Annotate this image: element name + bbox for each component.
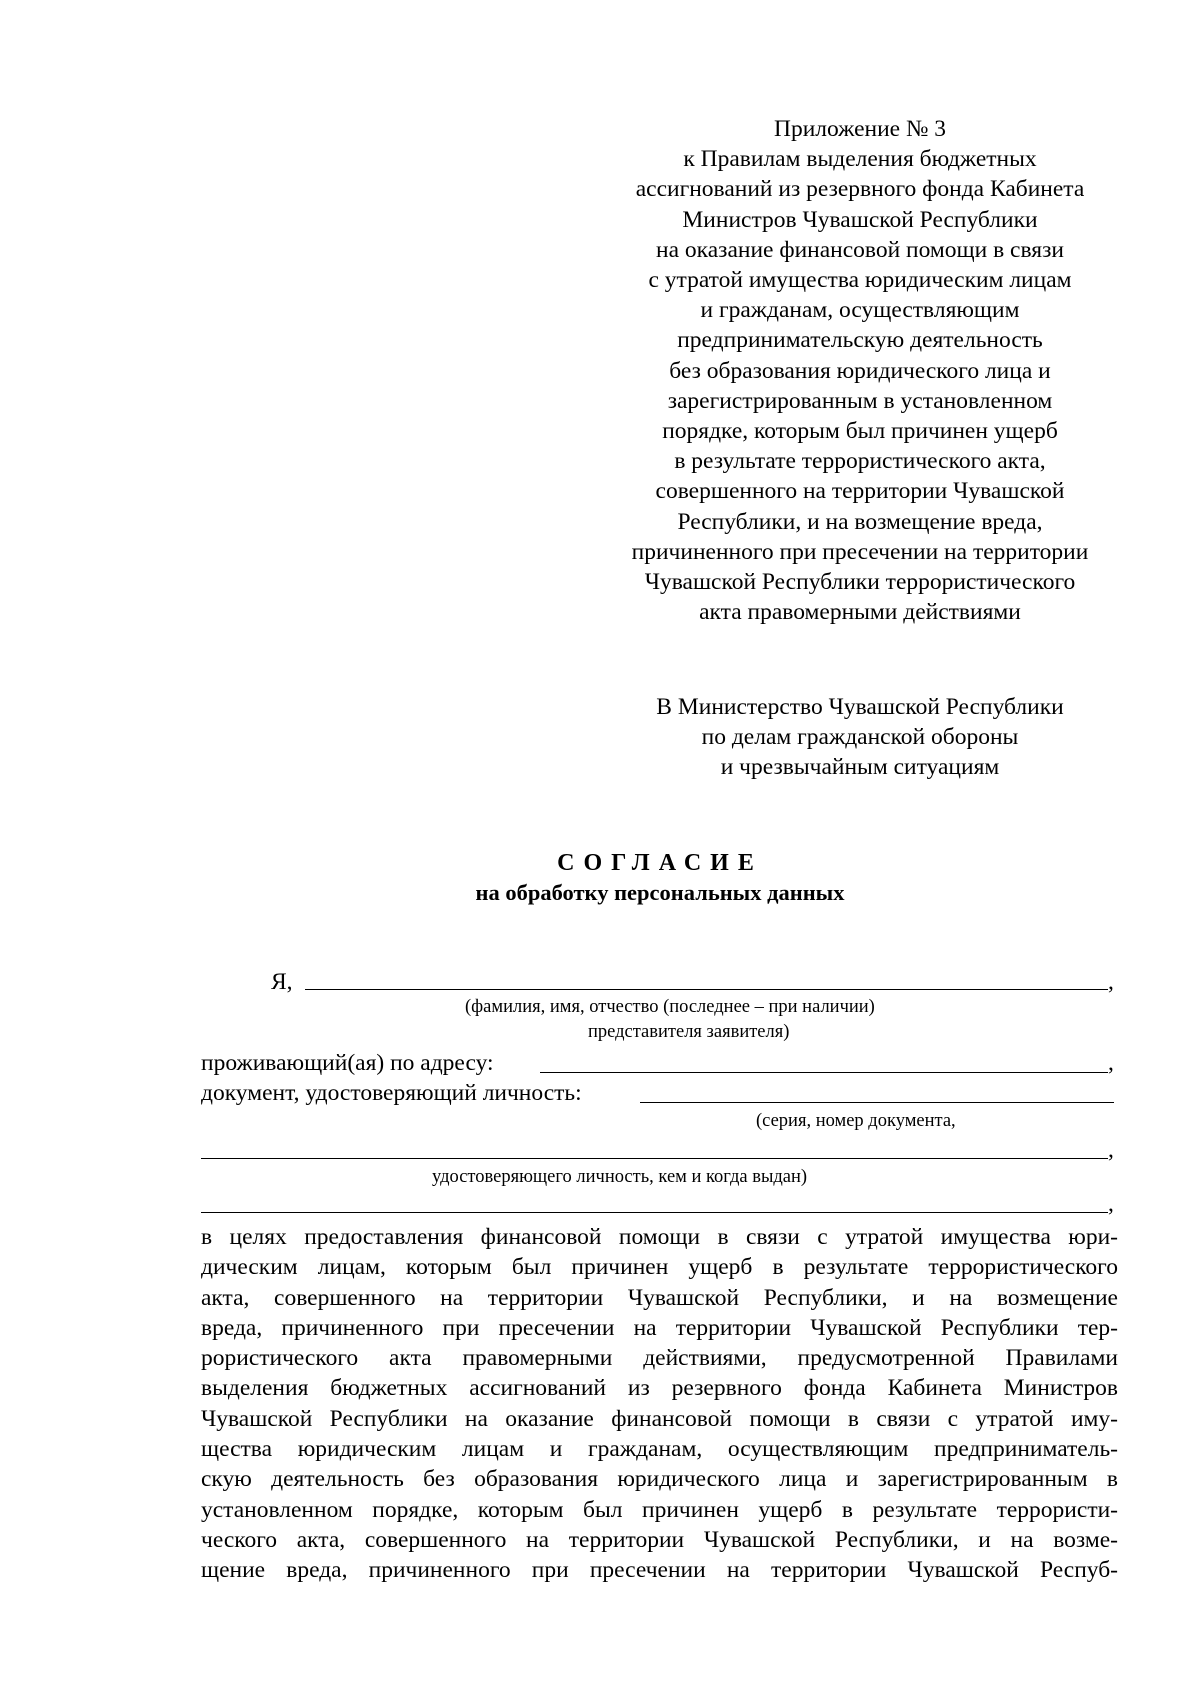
appendix-line: и гражданам, осуществляющим <box>700 297 1020 324</box>
document-input-line[interactable] <box>640 1102 1114 1103</box>
appendix-line: с утратой имущества юридическим лицам <box>648 267 1072 294</box>
address-comma: , <box>1108 1050 1114 1076</box>
consent-body <box>201 1222 1118 1586</box>
fio-caption-2: представителя заявителя) <box>588 1022 790 1042</box>
appendix-line: в результате террористического акта, <box>674 448 1046 475</box>
body-line: дическим лицам, которым был причинен ущерб в результате террористического <box>201 1254 1118 1281</box>
addressee-line: по делам гражданской обороны <box>701 724 1019 751</box>
addressee-block <box>595 692 1125 783</box>
appendix-line: ассигнований из резервного фонда Кабинета <box>635 176 1085 203</box>
body-line: Чувашской Республики на оказание финансовой помощи в связи с утратой иму- <box>201 1405 1118 1432</box>
appendix-line: порядке, которым был причинен ущерб <box>662 418 1058 445</box>
appendix-line: Чувашской Республики террористического <box>644 569 1076 596</box>
addressee-line: В Министерство Чувашской Республики <box>656 694 1064 720</box>
i-label: Я, <box>271 969 293 995</box>
appendix-line: без образования юридического лица и <box>669 357 1051 384</box>
body-line: выделения бюджетных ассигнований из резервного фонда Кабинета Министров <box>201 1375 1118 1402</box>
doc-comma: , <box>1108 1137 1114 1163</box>
body-line: в целях предоставления финансовой помощи в связи с утратой имущества юри- <box>201 1224 1118 1250</box>
body-line: скую деятельность без образования юридического лица и зарегистрированным в <box>201 1466 1118 1493</box>
fio-caption: (фамилия, имя, отчество (последнее – при наличии) <box>465 997 875 1017</box>
doc-caption-2: удостоверяющего личность, кем и когда выдан) <box>432 1167 808 1187</box>
body-line: ческого акта, совершенного на территории Чувашской Республики, и на возме- <box>201 1526 1118 1553</box>
appendix-line: зарегистрированным в установленном <box>667 387 1053 414</box>
appendix-line: совершенного на территории Чувашской <box>655 478 1065 505</box>
document-label: документ, удостоверяющий личность: <box>201 1080 582 1106</box>
body-line: вреда, причиненного при пресечении на территории Чувашской Республики тер- <box>201 1314 1118 1341</box>
document-issuer-line[interactable] <box>201 1212 1108 1213</box>
appendix-line: Республики, и на возмещение вреда, <box>677 508 1043 535</box>
address-label: проживающий(ая) по адресу: <box>201 1050 494 1076</box>
appendix-line: на оказание финансовой помощи в связи <box>656 236 1064 263</box>
document-title <box>200 848 1120 908</box>
title-subtitle: на обработку персональных данных <box>475 880 845 905</box>
issuer-comma: , <box>1108 1191 1114 1217</box>
appendix-line: Приложение № 3 <box>773 116 947 142</box>
doc-caption: (серия, номер документа, <box>756 1111 956 1131</box>
appendix-line: причиненного при пресечении на территории <box>631 538 1089 565</box>
body-line: рористического акта правомерными действиями, предусмотренной Правилами <box>201 1345 1118 1372</box>
body-line: акта, совершенного на территории Чувашской Республики, и на возмещение <box>201 1284 1118 1311</box>
appendix-line: предпринимательскую деятельность <box>677 327 1043 354</box>
addressee-line: и чрезвычайным ситуациям <box>720 754 1000 781</box>
body-line: щества юридическим лицам и гражданам, осуществляющим предприниматель- <box>201 1436 1118 1463</box>
fio-comma: , <box>1108 969 1114 995</box>
address-input-line[interactable] <box>540 1072 1108 1073</box>
fio-input-line[interactable] <box>305 989 1108 990</box>
document-details-line[interactable] <box>201 1158 1108 1159</box>
appendix-line: акта правомерными действиями <box>699 599 1021 626</box>
body-line: установленном порядке, которым был причинен ущерб в результате террористи- <box>201 1496 1118 1523</box>
body-line: щение вреда, причиненного при пресечении на территории Чувашской Респуб- <box>201 1557 1118 1584</box>
appendix-line: к Правилам выделения бюджетных <box>683 146 1037 173</box>
appendix-line: Министров Чувашской Республики <box>682 206 1038 233</box>
appendix-header <box>595 114 1125 627</box>
title-main: СОГЛАСИЕ <box>557 850 763 876</box>
